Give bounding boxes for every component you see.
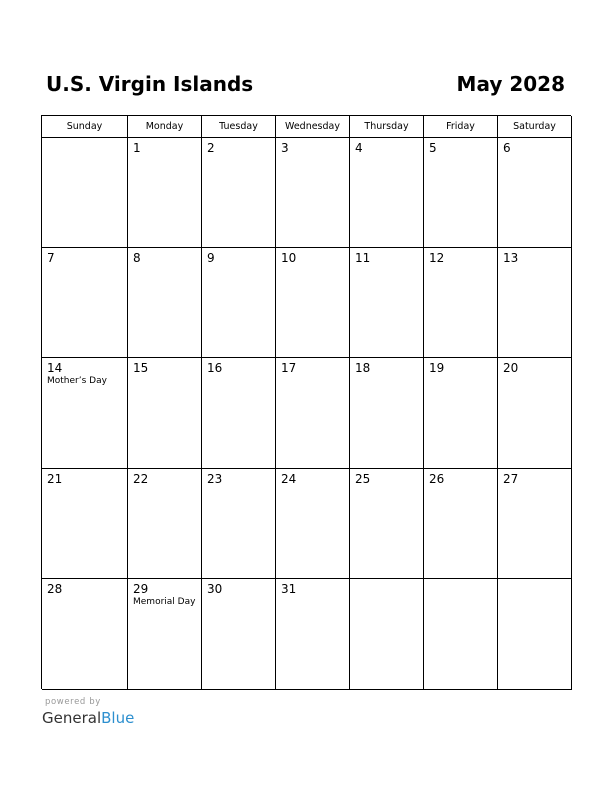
holiday-label: Mother’s Day xyxy=(47,376,107,386)
day-cell xyxy=(128,579,202,690)
day-cell xyxy=(202,248,276,358)
day-cell xyxy=(202,138,276,248)
day-number: 8 xyxy=(133,251,141,265)
day-cell xyxy=(42,469,128,579)
region-title: U.S. Virgin Islands xyxy=(46,72,254,96)
day-cell xyxy=(276,358,350,469)
day-cell xyxy=(128,358,202,469)
day-number: 2 xyxy=(207,141,215,155)
day-cell xyxy=(42,248,128,358)
weekday-tuesday: Tuesday xyxy=(202,116,276,138)
day-cell xyxy=(498,358,572,469)
day-cell xyxy=(498,248,572,358)
day-cell xyxy=(42,358,128,469)
day-cell xyxy=(424,248,498,358)
day-number: 4 xyxy=(355,141,363,155)
day-number: 13 xyxy=(503,251,519,265)
calendar-grid xyxy=(41,115,571,689)
day-number: 3 xyxy=(281,141,289,155)
day-cell xyxy=(276,248,350,358)
month-title: May 2028 xyxy=(456,72,565,96)
day-cell xyxy=(424,358,498,469)
day-number: 28 xyxy=(47,582,63,596)
day-number: 24 xyxy=(281,472,297,486)
day-cell xyxy=(498,579,572,690)
day-cell xyxy=(424,138,498,248)
weekday-wednesday: Wednesday xyxy=(276,116,350,138)
day-number: 12 xyxy=(429,251,445,265)
day-cell xyxy=(424,579,498,690)
holiday-label: Memorial Day xyxy=(133,597,196,607)
day-cell xyxy=(128,248,202,358)
day-number: 11 xyxy=(355,251,371,265)
weekday-monday: Monday xyxy=(128,116,202,138)
day-number: 5 xyxy=(429,141,437,155)
day-number: 17 xyxy=(281,361,297,375)
weekday-sunday: Sunday xyxy=(42,116,128,138)
day-cell xyxy=(276,469,350,579)
day-number: 7 xyxy=(47,251,55,265)
day-number: 6 xyxy=(503,141,511,155)
day-number: 25 xyxy=(355,472,371,486)
powered-by-label: powered by xyxy=(45,697,101,707)
day-number: 19 xyxy=(429,361,445,375)
day-number: 29 xyxy=(133,582,149,596)
day-cell xyxy=(498,138,572,248)
day-number: 15 xyxy=(133,361,149,375)
day-cell xyxy=(350,138,424,248)
day-number: 1 xyxy=(133,141,141,155)
day-number: 20 xyxy=(503,361,519,375)
day-number: 30 xyxy=(207,582,223,596)
day-cell xyxy=(424,469,498,579)
day-cell xyxy=(202,469,276,579)
brand-logo[interactable] xyxy=(42,708,134,728)
day-number: 23 xyxy=(207,472,223,486)
weekday-thursday: Thursday xyxy=(350,116,424,138)
day-cell xyxy=(350,358,424,469)
weekday-friday: Friday xyxy=(424,116,498,138)
day-number: 16 xyxy=(207,361,223,375)
day-number: 18 xyxy=(355,361,371,375)
day-cell xyxy=(42,138,128,248)
brand-blue-text: Blue xyxy=(101,709,135,727)
day-number: 21 xyxy=(47,472,63,486)
day-number: 26 xyxy=(429,472,445,486)
day-cell xyxy=(202,358,276,469)
day-cell xyxy=(42,579,128,690)
day-number: 10 xyxy=(281,251,297,265)
weekday-saturday: Saturday xyxy=(498,116,572,138)
day-cell xyxy=(202,579,276,690)
day-cell xyxy=(350,579,424,690)
day-cell xyxy=(350,248,424,358)
day-cell xyxy=(498,469,572,579)
day-cell xyxy=(350,469,424,579)
brand-general-text: General xyxy=(42,709,102,727)
day-number: 31 xyxy=(281,582,297,596)
day-cell xyxy=(276,579,350,690)
day-number: 9 xyxy=(207,251,215,265)
day-number: 22 xyxy=(133,472,149,486)
day-number: 27 xyxy=(503,472,519,486)
day-cell xyxy=(128,469,202,579)
day-number: 14 xyxy=(47,361,63,375)
day-cell xyxy=(276,138,350,248)
day-cell xyxy=(128,138,202,248)
